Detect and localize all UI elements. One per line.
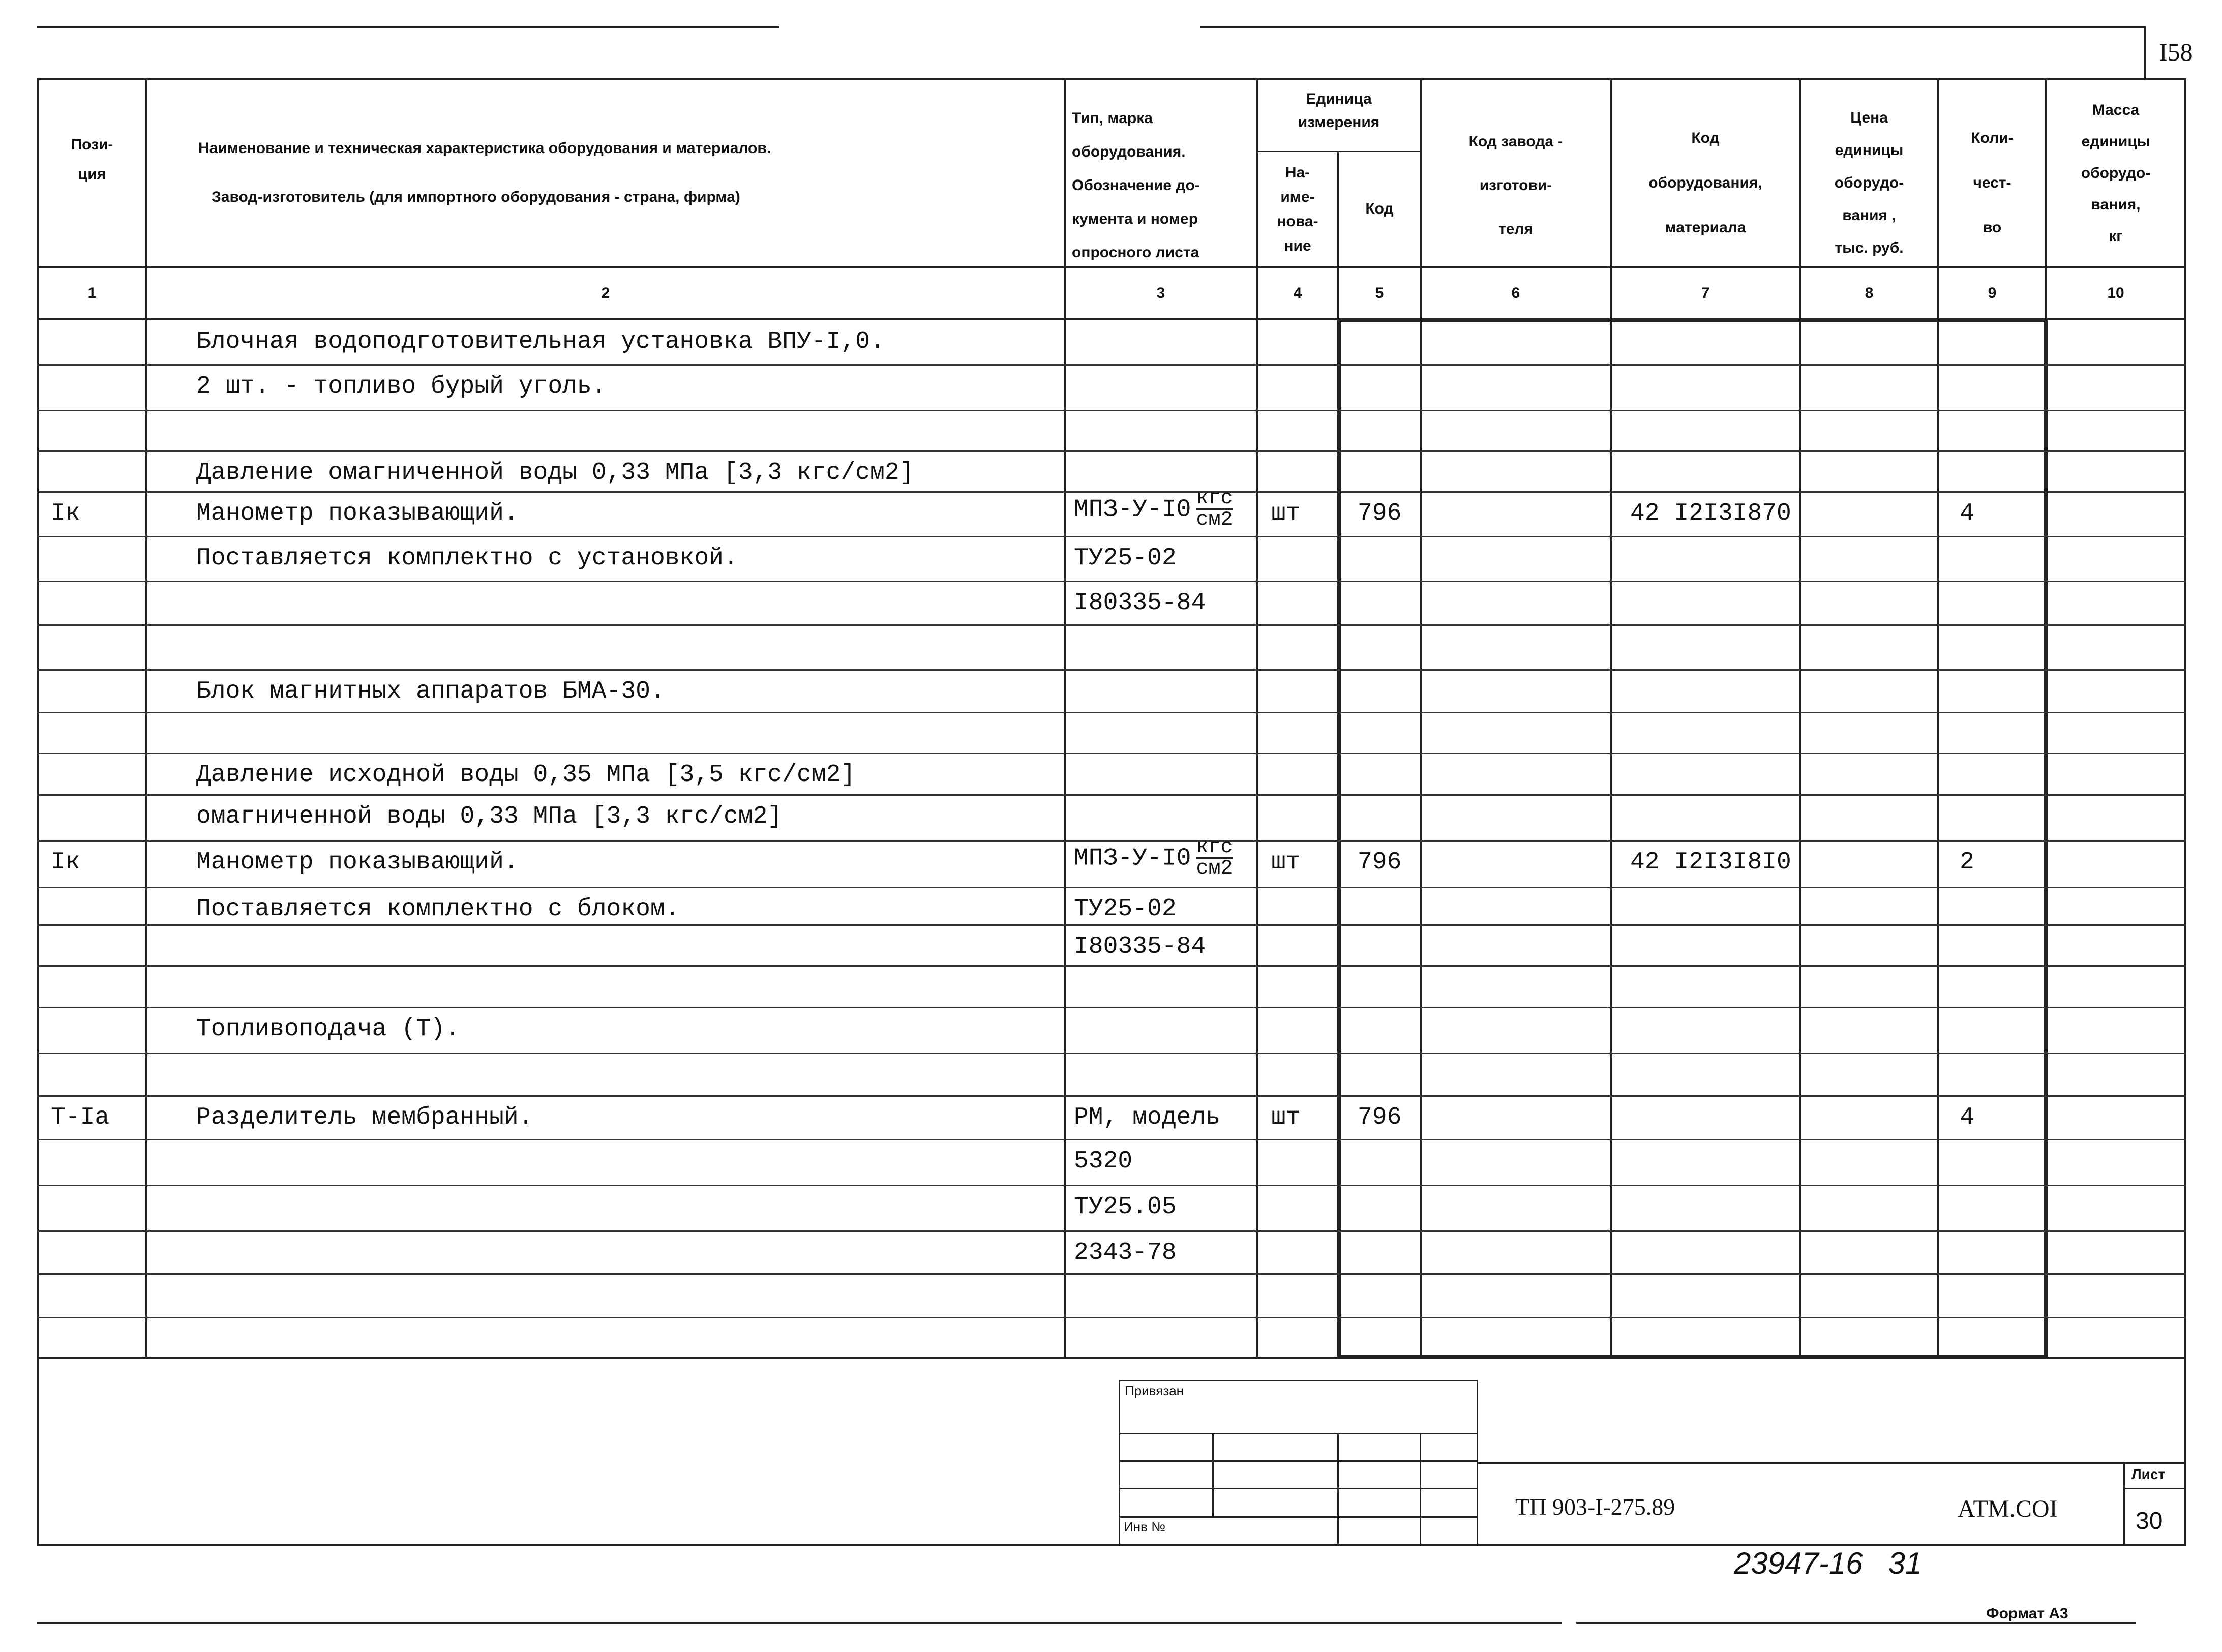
privyazan-row4 — [1119, 1516, 1478, 1518]
cell-code: 796 — [1358, 849, 1402, 876]
col-number-2: 2 — [601, 285, 610, 302]
cell-name: Разделитель мембранный. — [196, 1104, 533, 1131]
col-number-6: 6 — [1511, 285, 1520, 302]
row-divider — [37, 753, 2186, 754]
cell-type: 5320 — [1074, 1148, 1133, 1175]
privyazan-row1 — [1119, 1433, 1478, 1434]
row-divider — [37, 1230, 2186, 1232]
cell-qty: 4 — [1960, 500, 1974, 527]
unit-subheader-divider — [1257, 151, 1421, 152]
body-box-top — [1337, 318, 2047, 322]
row-divider — [37, 924, 2186, 926]
col-number-3: 3 — [1156, 285, 1165, 302]
unit-fraction-denominator: см2 — [1196, 857, 1233, 880]
inv-no-label: Инв № — [1124, 1519, 1165, 1535]
privyazan-inner-1 — [1212, 1433, 1214, 1516]
designation-top — [1478, 1462, 2186, 1464]
header-price-line4: вания , — [1842, 207, 1896, 224]
col-line-3 — [1256, 78, 1258, 1358]
header-quantity-line1: Коли- — [1971, 130, 2014, 146]
sheet-box-left — [2123, 1462, 2125, 1544]
header-type-line3: Обозначение до- — [1072, 177, 1200, 194]
row-divider — [37, 536, 2186, 537]
cell-type: ТУ25-02 — [1074, 895, 1177, 923]
header-equipment-code — [1612, 116, 1799, 250]
col-number-5: 5 — [1375, 285, 1384, 302]
header-name-line2: Завод-изготовитель (для импортного оборудования - страна, фирма) — [212, 189, 740, 205]
col-line-7 — [1799, 78, 1801, 1358]
cell-type: 2343-78 — [1074, 1239, 1177, 1267]
col-number-1: 1 — [87, 285, 97, 302]
body-box-right — [2044, 318, 2048, 1358]
cell-type: I80335-84 — [1074, 933, 1206, 960]
header-position — [39, 130, 145, 189]
header-mass-line4: вания, — [2091, 196, 2141, 213]
cell-type — [1074, 489, 1233, 530]
header-position-line1: Пози- — [71, 136, 113, 153]
cell-type: I80335-84 — [1074, 589, 1206, 617]
cell-type-text: МПЗ-У-I0 — [1074, 496, 1191, 524]
project-designation: ТП 903-I-275.89 — [1515, 1494, 1675, 1520]
header-equipment-code-line1: Код — [1691, 130, 1720, 146]
privyazan-inner-2 — [1337, 1433, 1339, 1544]
corner-box-left — [2144, 26, 2146, 78]
cell-name: Топливоподача (Т). — [196, 1015, 460, 1043]
privyazan-row3 — [1119, 1488, 1478, 1489]
cell-name: омагниченной воды 0,33 МПа [3,3 кгс/см2] — [196, 803, 783, 830]
cell-name: Давление омагниченной воды 0,33 МПа [3,3 кгс/см2] — [196, 459, 914, 487]
row-divider — [37, 1185, 2186, 1186]
cell-name: Давление исходной воды 0,35 МПа [3,5 кгс/см2] — [196, 761, 856, 789]
row-divider — [37, 1273, 2186, 1275]
cell-unit: шт — [1271, 1104, 1301, 1131]
row-divider — [37, 712, 2186, 713]
cell-equip-code: 42 I2I3I8I0 — [1630, 849, 1791, 876]
cell-pos: Т-Iа — [51, 1104, 110, 1131]
unit-fraction-numerator: кгс — [1196, 487, 1233, 510]
col-line-5 — [1420, 78, 1422, 1358]
header-price — [1801, 102, 1937, 264]
sheet-box-divider — [2123, 1488, 2186, 1489]
col-number-10: 10 — [2107, 285, 2124, 302]
privyazan-top — [1119, 1380, 1478, 1381]
col-line-2 — [1064, 78, 1066, 1358]
header-factory-code-line2: изготови- — [1479, 177, 1552, 194]
header-name — [198, 124, 771, 222]
cell-unit: шт — [1271, 500, 1301, 527]
header-quantity-line3: во — [1983, 219, 2002, 236]
header-mass-line5: кг — [2109, 228, 2123, 245]
sheet-label: Лист — [2131, 1466, 2166, 1482]
cell-name: 2 шт. - топливо бурый уголь. — [196, 373, 607, 400]
cell-equip-code: 42 I2I3I870 — [1630, 500, 1791, 527]
row-divider — [37, 1317, 2186, 1318]
row-divider — [37, 794, 2186, 796]
header-mass — [2047, 95, 2184, 252]
header-price-line1: Цена — [1850, 109, 1888, 126]
row-divider — [37, 450, 2186, 452]
cell-name: Поставляется комплектно с блоком. — [196, 895, 680, 923]
row-divider — [37, 624, 2186, 626]
cell-pos: Iк — [51, 849, 80, 876]
body-box-left — [1337, 318, 1341, 1358]
col-line-6 — [1610, 78, 1612, 1358]
row-divider — [37, 965, 2186, 967]
privyazan-inner-3 — [1420, 1433, 1421, 1544]
sheet-corner-number: I58 — [2159, 38, 2193, 66]
privyazan-left — [1119, 1380, 1120, 1544]
col-line-8 — [1937, 78, 1939, 1358]
header-price-line3: оборудо- — [1834, 174, 1904, 191]
header-price-line5: тыс. руб. — [1835, 239, 1904, 256]
header-unit-code: Код — [1365, 200, 1394, 217]
col-line-1 — [145, 78, 147, 1358]
cell-code: 796 — [1358, 500, 1402, 527]
row-divider — [37, 1053, 2186, 1054]
header-position-line2: ция — [78, 166, 106, 183]
unit-fraction-denominator: см2 — [1196, 508, 1233, 531]
cell-name: Манометр показывающий. — [196, 849, 519, 876]
col-number-8: 8 — [1865, 285, 1874, 302]
unit-fraction-numerator: кгс — [1196, 836, 1233, 859]
row-divider — [37, 669, 2186, 671]
header-equipment-code-line3: материала — [1665, 219, 1746, 236]
cell-type — [1074, 838, 1233, 879]
row-divider — [37, 581, 2186, 582]
top-rule-left — [37, 26, 779, 28]
cell-name: Блок магнитных аппаратов БМА-30. — [196, 678, 665, 705]
header-unit-group-line2: измерения — [1298, 114, 1380, 131]
header-unit-name-line1: На- — [1285, 164, 1310, 181]
bottom-rule-left — [37, 1622, 1562, 1624]
row-divider — [37, 1139, 2186, 1140]
cell-name: Блочная водоподготовительная установка ВПУ-I,0. — [196, 328, 885, 355]
cell-qty: 4 — [1960, 1104, 1974, 1131]
header-type-line1: Тип, марка — [1072, 110, 1153, 127]
header-mass-line2: единицы — [2081, 133, 2150, 150]
header-type-line4: кумента и номер — [1072, 211, 1198, 227]
header-price-line2: единицы — [1835, 142, 1904, 159]
header-quantity-line2: чест- — [1973, 174, 2011, 191]
header-mass-line3: оборудо- — [2081, 165, 2151, 182]
header-factory-code-line1: Код завода - — [1468, 133, 1563, 150]
cell-type: ТУ25.05 — [1074, 1193, 1177, 1221]
header-quantity — [1939, 116, 2045, 250]
document-mark: АТМ.СОI — [1958, 1495, 2058, 1522]
table-top-border — [37, 78, 2186, 80]
col-number-4: 4 — [1293, 285, 1302, 302]
privyazan-row2 — [1119, 1460, 1478, 1462]
header-type — [1072, 102, 1255, 269]
cell-type-text: МПЗ-У-I0 — [1074, 845, 1191, 873]
cell-pos: Iк — [51, 500, 80, 527]
header-type-line5: опросного листа — [1072, 244, 1199, 261]
row-divider — [37, 1007, 2186, 1008]
header-unit-group — [1258, 87, 1420, 134]
sheet-number: 30 — [2136, 1508, 2163, 1535]
col-number-7: 7 — [1701, 285, 1710, 302]
header-type-line2: оборудования. — [1072, 143, 1186, 160]
privyazan-right — [1477, 1380, 1478, 1544]
header-unit-group-line1: Единица — [1306, 91, 1372, 107]
header-unit-name-line3: нова- — [1277, 213, 1318, 230]
cell-name: Манометр показывающий. — [196, 500, 519, 527]
row-divider — [37, 887, 2186, 888]
body-box-bottom — [1337, 1355, 2047, 1358]
header-unit-name-line2: име- — [1280, 189, 1315, 205]
cell-qty: 2 — [1960, 849, 1974, 876]
cell-type: РМ, модель — [1074, 1104, 1221, 1131]
top-rule-right — [1200, 26, 2146, 28]
col-line-right — [2184, 78, 2186, 1546]
header-mass-line1: Масса — [2092, 102, 2140, 118]
row-divider — [37, 410, 2186, 411]
unit-fraction — [1196, 838, 1233, 879]
header-equipment-code-line2: оборудования, — [1648, 174, 1762, 191]
privyazan-label: Привязан — [1125, 1383, 1184, 1398]
header-name-line1: Наименование и техническая характеристика оборудования и материалов. — [198, 140, 771, 157]
col-number-9: 9 — [1988, 285, 1997, 302]
format-label: Формат А3 — [1986, 1605, 2068, 1622]
cell-type: ТУ25-02 — [1074, 545, 1177, 572]
header-factory-code-line3: теля — [1498, 221, 1533, 237]
handwritten-code: 23947-16 31 — [1734, 1546, 1923, 1580]
header-factory-code — [1422, 120, 1610, 251]
row-divider — [37, 1095, 2186, 1097]
header-unit-name-line4: ние — [1284, 237, 1311, 254]
unit-fraction — [1196, 489, 1233, 530]
cell-code: 796 — [1358, 1104, 1402, 1131]
header-unit-name — [1258, 161, 1337, 258]
row-divider — [37, 364, 2186, 366]
cell-name: Поставляется комплектно с установкой. — [196, 545, 738, 572]
cell-unit: шт — [1271, 849, 1301, 876]
